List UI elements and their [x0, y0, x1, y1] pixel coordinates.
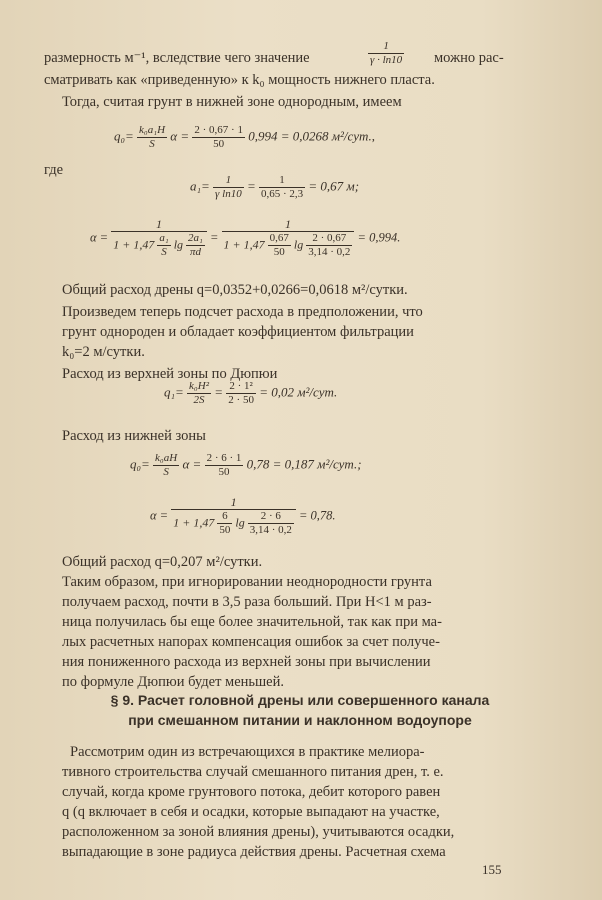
text-line: Расход из нижней зоны: [62, 428, 206, 444]
text-line: случай, когда кроме грунтового потока, дебит которого равен: [62, 784, 441, 800]
text-line: можно рас-: [434, 50, 504, 66]
text-line: Произведем теперь подсчет расхода в предположении, что: [62, 304, 423, 320]
text-line: Общий расход q=0,207 м²/сутки.: [62, 554, 263, 570]
text-line: по формуле Дюпюи будет меньшей.: [62, 674, 285, 690]
text-line: получаем расход, почти в 3,5 раза больший. При H<1 м раз-: [62, 594, 432, 610]
formula-alpha-2: α = 1 1 + 1,47 $\frac{6}{50}$ lg $\frac{2 \cdot 6}{3,14 \cdot 0,2}$ = 0,78.: [150, 495, 336, 536]
text-line: расположенном за зоной влияния дрены), учитываются осадки,: [62, 824, 455, 840]
text-line: Тогда, считая грунт в нижней зоне однородным, имеем: [62, 94, 402, 110]
formula-q0-lower: q₀= $\frac{\text{k₀a₁H}}{S}$ α = $\frac{2 \cdot 0,67 \cdot 1}{50}$ 0,994 = 0,0268 м²/сут.,: [114, 124, 376, 150]
text-line: ния пониженного расхода из верхней зоны при вычислении: [62, 654, 431, 670]
page-number: 155: [482, 862, 502, 877]
text-line: Рассмотрим один из встречающихся в практике мелиора-: [70, 744, 425, 760]
text-line: сматривать как «приведенную» к k₀ мощность нижнего пласта.: [44, 72, 435, 88]
text-line: размерность м⁻¹, вследствие чего значение: [44, 50, 310, 66]
formula-alpha-1: α = 1 1 + 1,47 $\frac{\text{a₁}}{S}$ lg $\frac{\text{2a₁}}{\pi d}$ = 1 1 + 1,47 $\frac{0,67}{50}$ lg $\frac{2 \cdot 0,67}{3,14 \cdot 0,2}$ = 0,994.: [90, 217, 401, 258]
formula-q1: q₁= $\frac{\text{k₀H²}}{2S}$ = $\frac{\text{2 · 1²}}{2 \cdot 50}$ = 0,02 м²/сут.: [164, 380, 338, 406]
section-heading: § 9. Расчет головной дрены или совершенного канала: [110, 692, 490, 708]
text-line: q (q включает в себя и осадки, которые выпадают на участке,: [62, 804, 440, 820]
text-line: тивного строительства случай смешанного питания дрен, т. е.: [62, 764, 444, 780]
text-line: грунт однороден и обладает коэффициентом фильтрации: [62, 324, 414, 340]
text-line: Таким образом, при игнорировании неоднородности грунта: [62, 574, 432, 590]
inline-fraction: $\frac{1}{\gamma \cdot \ln 10}$: [370, 40, 403, 66]
formula-q0-homogeneous: q₀= $\frac{\text{k₀aH}}{S}$ α = $\frac{2 \cdot 6 \cdot 1}{50}$ 0,78 = 0,187 м²/сут.;: [130, 452, 362, 478]
text-line: лых расчетных напорах компенсация ошибок за счет получе-: [62, 634, 440, 650]
text-line: Общий расход дрены q=0,0352+0,0266=0,0618 м²/сутки.: [62, 282, 408, 298]
text-line: ница получилась бы еще более значительной, так как при ма-: [62, 614, 442, 630]
section-heading-line2: при смешанном питании и наклонном водоупоре: [128, 712, 472, 728]
formula-a1: a₁= $\frac{1}{\text{γ ln10}}$ = $\frac{1}{0,65 \cdot 2,3}$ = 0,67 м;: [190, 174, 360, 200]
text-line: где: [44, 162, 64, 178]
text-line: выпадающие в зоне радиуса действия дрены. Расчетная схема: [62, 844, 446, 860]
text-line: Расход из верхней зоны по Дюпюи: [62, 366, 278, 382]
text-line: k₀=2 м/сутки.: [62, 344, 145, 360]
